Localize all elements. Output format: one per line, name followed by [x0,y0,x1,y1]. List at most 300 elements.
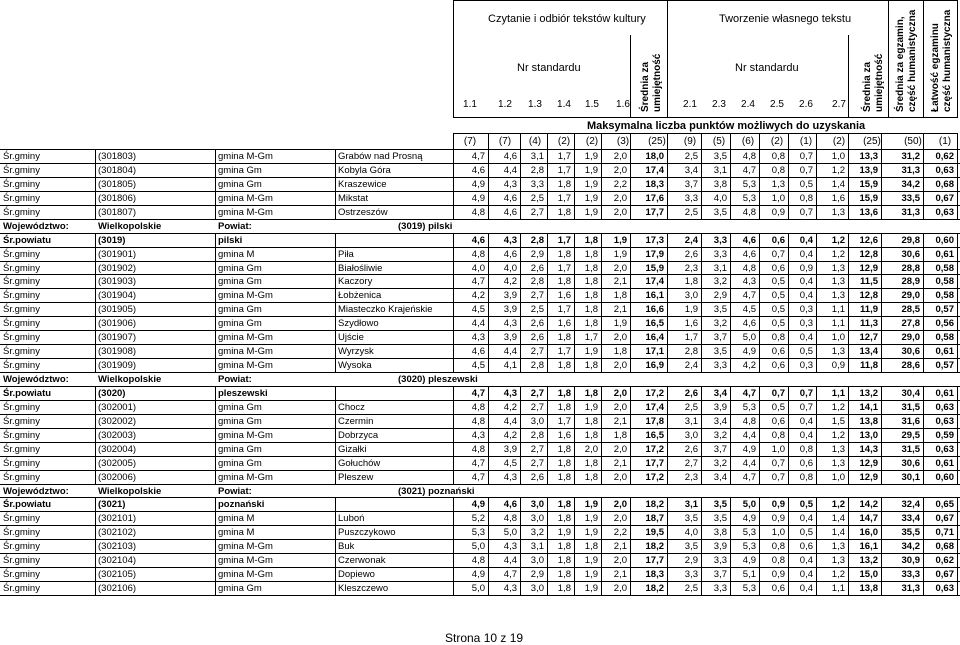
column-divider [957,415,958,429]
value-cell: 28,8 [901,262,920,274]
unit-name: Kraszewice [338,178,387,190]
value-cell: 3,5 [684,541,698,553]
column-divider [667,317,668,331]
column-divider [453,457,454,471]
column-divider [95,359,96,373]
value-cell: 18,2 [645,541,664,553]
column-divider [701,582,702,596]
header-divider [957,0,958,117]
column-divider [923,429,924,443]
column-divider [453,512,454,526]
unit-name: Kobyla Góra [338,164,391,176]
column-divider [788,206,789,220]
column-divider [730,303,731,317]
easiness-header: Łatwość egzaminu część humanistyczna [930,9,953,112]
column-divider [488,457,489,471]
unit-name: Kaczory [338,276,373,288]
column-divider [759,498,760,512]
column-divider [816,178,817,192]
value-cell: 1,1 [831,583,845,595]
value-cell: 12,9 [859,457,878,469]
value-cell: 18,3 [645,569,664,581]
value-cell: 3,1 [530,151,544,162]
value-cell: 17,2 [645,387,664,399]
column-divider [957,512,958,526]
value-cell: 0,61 [935,248,954,260]
value-cell: 0,5 [799,178,813,190]
column-divider [788,248,789,262]
value-cell: 11,9 [860,304,878,316]
column-divider [881,359,882,373]
value-cell: 3,0 [530,555,544,567]
header-divider [848,133,849,149]
column-divider [547,192,548,206]
value-cell: 0,7 [799,401,813,413]
value-cell: 2,7 [530,346,544,358]
column-divider [730,401,731,415]
column-divider [453,540,454,554]
value-cell: 3,5 [713,346,727,358]
column-divider [881,457,882,471]
column-divider [848,554,849,568]
value-cell: 4,8 [471,443,485,455]
column-divider [520,317,521,331]
table-row [0,192,960,206]
column-divider [547,150,548,164]
column-divider [730,512,731,526]
value-cell: 0,4 [799,583,813,595]
value-cell: 5,0 [471,583,485,595]
max-points-value: (6) [741,136,755,147]
row-type: Śr.gminy [3,318,40,330]
row-type: Śr.gminy [3,164,40,176]
column-divider [488,554,489,568]
column-divider [701,289,702,303]
column-divider [667,192,668,206]
column-divider [630,415,631,429]
unit-name: Pleszew [338,471,374,483]
column-divider [453,498,454,512]
county-summary-row [0,498,960,512]
value-cell: 1,0 [831,151,845,162]
value-cell: 1,8 [584,471,598,483]
column-divider [95,206,96,220]
column-divider [759,206,760,220]
voivodeship-label: Województwo: [3,220,69,232]
column-divider [848,512,849,526]
value-cell: 4,8 [471,248,485,260]
value-cell: 4,5 [503,457,517,469]
standard-number: 1.3 [528,99,542,110]
value-cell: 3,3 [713,555,727,567]
column-divider [701,275,702,289]
column-divider [630,512,631,526]
unit-type: gmina Gm [218,164,262,176]
value-cell: 1,3 [831,206,845,218]
column-divider [215,192,216,206]
unit-code: (301904) [98,290,137,302]
column-divider [667,206,668,220]
column-divider [788,359,789,373]
column-divider [788,317,789,331]
column-divider [730,331,731,345]
value-cell: 30,6 [901,346,920,358]
column-divider [215,457,216,471]
value-cell: 4,4 [503,164,517,176]
table-row [0,262,960,276]
column-divider [881,345,882,359]
column-divider [701,206,702,220]
value-cell: 0,4 [799,429,813,441]
header-divider [881,133,882,149]
value-cell: 30,6 [901,457,920,469]
column-divider [667,387,668,401]
value-cell: 4,3 [471,429,485,441]
value-cell: 2,8 [530,234,544,246]
column-divider [848,289,849,303]
column-divider [816,234,817,248]
value-cell: 0,56 [935,318,954,330]
column-divider [453,429,454,443]
column-divider [667,512,668,526]
value-cell: 0,63 [935,206,954,218]
column-divider [520,206,521,220]
value-cell: 1,9 [584,499,598,511]
value-cell: 13,9 [859,164,878,176]
column-divider [95,582,96,596]
column-divider [701,317,702,331]
value-cell: 3,3 [713,248,727,260]
column-divider [520,248,521,262]
column-divider [701,303,702,317]
column-divider [816,415,817,429]
value-cell: 1,2 [831,164,845,176]
column-divider [453,192,454,206]
row-type: Śr.gminy [3,304,40,316]
column-divider [730,582,731,596]
column-divider [788,443,789,457]
column-divider [630,178,631,192]
column-divider [215,317,216,331]
value-cell: 1,9 [557,527,571,539]
column-divider [215,568,216,582]
column-divider [95,568,96,582]
column-divider [520,512,521,526]
column-divider [630,429,631,443]
value-cell: 31,3 [901,206,920,218]
column-divider [759,345,760,359]
column-divider [601,150,602,164]
value-cell: 4,8 [471,401,485,413]
column-divider [759,150,760,164]
column-divider [601,234,602,248]
row-type: Śr.gminy [3,555,40,567]
column-divider [453,401,454,415]
column-divider [547,554,548,568]
value-cell: 28,9 [901,276,920,288]
value-cell: 4,6 [742,234,756,246]
value-cell: 18,0 [645,151,664,162]
column-divider [957,582,958,596]
column-divider [335,331,336,345]
column-divider [788,192,789,206]
voivodeship-name: Wielkopolskie [98,374,162,385]
column-divider [488,317,489,331]
column-divider [95,471,96,485]
value-cell: 4,0 [503,262,517,274]
unit-name: Mikstat [338,192,369,204]
value-cell: 1,9 [584,206,598,218]
column-divider [335,178,336,192]
column-divider [848,540,849,554]
voivodeship-label: Województwo: [3,374,69,385]
value-cell: 0,9 [831,360,845,372]
column-divider [701,234,702,248]
value-cell: 4,7 [742,290,756,302]
value-cell: 2,0 [584,443,598,455]
column-divider [574,178,575,192]
column-divider [215,415,216,429]
column-divider [923,192,924,206]
column-divider [335,457,336,471]
value-cell: 0,62 [935,151,954,162]
column-divider [848,526,849,540]
column-divider [547,443,548,457]
value-cell: 5,0 [503,527,517,539]
header-divider [848,35,849,117]
column-divider [701,164,702,178]
value-cell: 1,6 [557,290,571,302]
column-divider [630,359,631,373]
unit-code: (301903) [98,276,137,288]
unit-name: Czermin [338,415,374,427]
column-divider [520,164,521,178]
column-divider [816,192,817,206]
column-divider [215,345,216,359]
column-divider [215,540,216,554]
column-divider [730,457,731,471]
column-divider [601,526,602,540]
column-divider [95,164,96,178]
value-cell: 0,9 [799,262,813,274]
value-cell: 3,2 [713,429,727,441]
unit-code: (3020) [98,387,126,399]
column-divider [547,331,548,345]
column-divider [488,443,489,457]
value-cell: 31,3 [901,583,920,595]
header-divider [488,133,489,149]
unit-name: Wyrzysk [338,346,374,358]
column-divider [547,512,548,526]
value-cell: 1,7 [557,234,571,246]
value-cell: 0,5 [799,346,813,358]
column-divider [520,192,521,206]
value-cell: 1,8 [584,290,598,302]
column-divider [957,262,958,276]
column-divider [957,345,958,359]
column-divider [788,582,789,596]
max-points-value: (1) [799,136,813,147]
value-cell: 13,6 [859,206,878,218]
value-cell: 1,8 [557,499,571,511]
unit-type: gmina Gm [218,443,262,455]
value-cell: 14,2 [859,499,878,511]
value-cell: 3,4 [713,415,727,427]
column-divider [816,568,817,582]
standard-number: 2.5 [770,99,784,110]
unit-code: (301901) [98,248,137,260]
column-divider [957,178,958,192]
column-divider [520,526,521,540]
header-divider [888,0,889,117]
column-divider [215,512,216,526]
column-divider [574,345,575,359]
column-divider [881,317,882,331]
column-divider [488,540,489,554]
column-divider [881,164,882,178]
unit-name: Ujście [338,332,364,344]
column-divider [881,443,882,457]
table-row [0,443,960,457]
column-divider [95,248,96,262]
column-divider [788,178,789,192]
value-cell: 2,8 [684,346,698,358]
value-cell: 0,6 [771,262,785,274]
value-cell: 1,8 [613,429,627,441]
column-divider [881,331,882,345]
unit-code: (301804) [98,164,137,176]
column-divider [759,178,760,192]
value-cell: 2,0 [613,499,627,511]
value-cell: 4,6 [471,164,485,176]
value-cell: 1,0 [771,192,785,204]
column-divider [730,317,731,331]
value-cell: 3,1 [684,415,698,427]
column-divider [788,512,789,526]
value-cell: 1,4 [831,513,845,525]
column-divider [816,303,817,317]
column-divider [601,289,602,303]
column-divider [215,443,216,457]
column-divider [788,568,789,582]
value-cell: 2,7 [530,290,544,302]
value-cell: 0,7 [799,164,813,176]
column-divider [547,275,548,289]
column-divider [759,248,760,262]
column-divider [923,443,924,457]
column-divider [574,540,575,554]
column-divider [881,178,882,192]
column-divider [667,429,668,443]
value-cell: 3,3 [684,569,698,581]
value-cell: 1,9 [584,401,598,413]
value-cell: 0,4 [799,415,813,427]
column-divider [574,512,575,526]
value-cell: 1,2 [831,401,845,413]
row-type: Śr.gminy [3,443,40,455]
value-cell: 30,1 [901,471,920,483]
column-divider [759,540,760,554]
value-cell: 2,9 [530,569,544,581]
max-points-value: (5) [712,136,726,147]
column-divider [215,554,216,568]
value-cell: 33,4 [901,513,920,525]
value-cell: 0,67 [935,192,954,204]
value-cell: 1,8 [584,415,598,427]
header-divider [667,133,668,149]
value-cell: 1,2 [831,569,845,581]
value-cell: 1,9 [584,346,598,358]
value-cell: 3,4 [713,471,727,483]
value-cell: 3,0 [530,415,544,427]
value-cell: 1,8 [557,276,571,288]
value-cell: 2,5 [684,151,698,162]
column-divider [730,234,731,248]
column-divider [881,401,882,415]
column-divider [667,345,668,359]
column-divider [601,387,602,401]
column-divider [788,303,789,317]
county-name: (3019) pilski [398,220,453,232]
value-cell: 4,6 [742,248,756,260]
column-divider [957,540,958,554]
value-cell: 0,7 [771,471,785,483]
value-cell: 13,4 [859,346,878,358]
column-divider [520,540,521,554]
value-cell: 1,5 [831,415,845,427]
value-cell: 2,6 [530,318,544,330]
value-cell: 4,0 [713,192,727,204]
column-divider [488,512,489,526]
column-divider [701,498,702,512]
value-cell: 1,9 [684,304,698,316]
value-cell: 5,0 [471,541,485,553]
header-divider [730,133,731,149]
value-cell: 16,4 [645,332,664,344]
column-divider [957,234,958,248]
column-divider [630,554,631,568]
column-divider [547,317,548,331]
value-cell: 33,3 [901,569,920,581]
column-divider [957,164,958,178]
standard-number: 1.4 [557,99,571,110]
column-divider [730,192,731,206]
column-divider [547,582,548,596]
column-divider [520,568,521,582]
row-type: Śr.powiatu [3,234,52,246]
value-cell: 4,6 [471,234,485,246]
column-divider [335,248,336,262]
standard-number: 1.6 [616,99,630,110]
value-cell: 11,3 [860,318,878,330]
value-cell: 4,6 [503,248,517,260]
value-cell: 1,9 [584,513,598,525]
header-divider [520,133,521,149]
value-cell: 2,8 [530,429,544,441]
column-divider [788,234,789,248]
column-divider [335,262,336,276]
column-divider [335,345,336,359]
column-divider [923,387,924,401]
value-cell: 3,9 [503,304,517,316]
value-cell: 1,9 [584,178,598,190]
value-cell: 0,68 [935,178,954,190]
unit-code: (302002) [98,415,137,427]
value-cell: 12,8 [859,248,878,260]
column-divider [520,289,521,303]
value-cell: 18,2 [645,583,664,595]
value-cell: 1,8 [584,262,598,274]
